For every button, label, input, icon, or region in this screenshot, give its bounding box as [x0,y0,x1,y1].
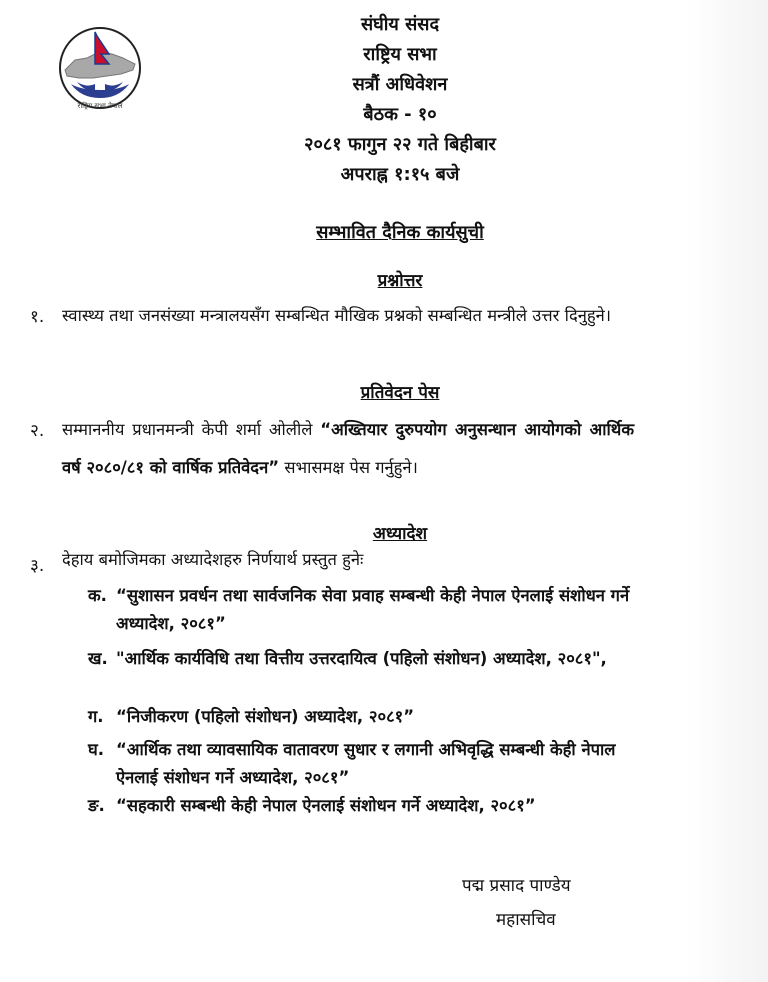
section-heading-question-answer: प्रश्नोत्तर [377,271,423,291]
item-number-1: १. [30,307,45,327]
ordinance-label: ग. [88,707,104,726]
item-2-report-title: “अख्तियार दुरुपयोग अनुसन्धान आयोगको आर्थिक वर्ष २०८०/८१ को वार्षिक प्रतिवेदन” [62,420,634,477]
page-edge-shadow [686,0,768,982]
header-parliament: संघीय संसद [360,14,440,35]
ordinance-item [88,645,644,673]
signatory-name: पद्म प्रसाद पाण्डेय [462,876,571,896]
svg-text:राष्ट्रिय सभा नेपाल: राष्ट्रिय सभा नेपाल [77,102,123,110]
ordinance-text: “आर्थिक तथा व्यावसायिक वातावरण सुधार र लगानी अभिवृद्धि सम्बन्धी केही नेपाल ऐनलाई संशोधन गर्ने अध्यादेश, २०८१” [116,740,616,787]
ordinance-label: ख. [88,649,108,668]
item-number-2: २. [30,421,45,441]
header-session: सत्रौं अधिवेशन [352,74,448,95]
header-meeting: बैठक - १० [363,104,437,125]
ordinance-text: “निजीकरण (पहिलो संशोधन) अध्यादेश, २०८१” [116,707,415,726]
item-number-3: ३. [30,556,45,576]
header-time: अपराह्न १:१५ बजे [340,164,460,185]
header-date: २०८१ फागुन २२ गते बिहीबार [304,134,496,155]
ordinance-item [88,736,644,787]
item-2-text-post: सभासमक्ष पेस गर्नुहुने। [279,458,418,477]
ordinance-label: क. [88,586,107,605]
item-2-text [62,411,634,487]
ordinance-label: घ. [88,740,105,759]
ordinance-text: “सहकारी सम्बन्धी केही नेपाल ऐनलाई संशोधन गर्ने अध्यादेश, २०८१” [116,796,536,815]
item-1-text: स्वास्थ्य तथा जनसंख्या मन्त्रालयसँग सम्बन्धित मौखिक प्रश्नको सम्बन्धित मन्त्रीले उत्तर दिनुहुने। [62,306,612,325]
item-2-text-pre: सम्माननीय प्रधानमन्त्री केपी शर्मा ओलीले [62,420,321,439]
ordinance-label: ङ. [88,796,105,815]
ordinance-item [88,703,644,731]
document-header [150,10,650,190]
header-assembly: राष्ट्रिय सभा [363,44,437,65]
section-heading-report: प्रतिवेदन पेस [360,383,440,403]
ordinance-item [88,792,644,820]
signatory-title: महासचिव [496,910,556,930]
ordinance-text: “सुशासन प्रवर्धन तथा सार्वजनिक सेवा प्रवाह सम्बन्धी केही नेपाल ऐनलाई संशोधन गर्ने अध्यादेश, २०८१” [116,586,630,633]
item-3-intro: देहाय बमोजिमका अध्यादेशहरु निर्णयार्थ प्रस्तुत हुनेः [62,550,364,569]
national-assembly-emblem [57,24,143,116]
agenda-title: सम्भावित दैनिक कार्यसुची [316,222,484,243]
section-heading-ordinance: अध्यादेश [372,524,428,544]
ordinance-item [88,582,644,633]
ordinance-text: "आर्थिक कार्यविधि तथा वित्तीय उत्तरदायित्व (पहिलो संशोधन) अध्यादेश, २०८१", [116,649,607,668]
